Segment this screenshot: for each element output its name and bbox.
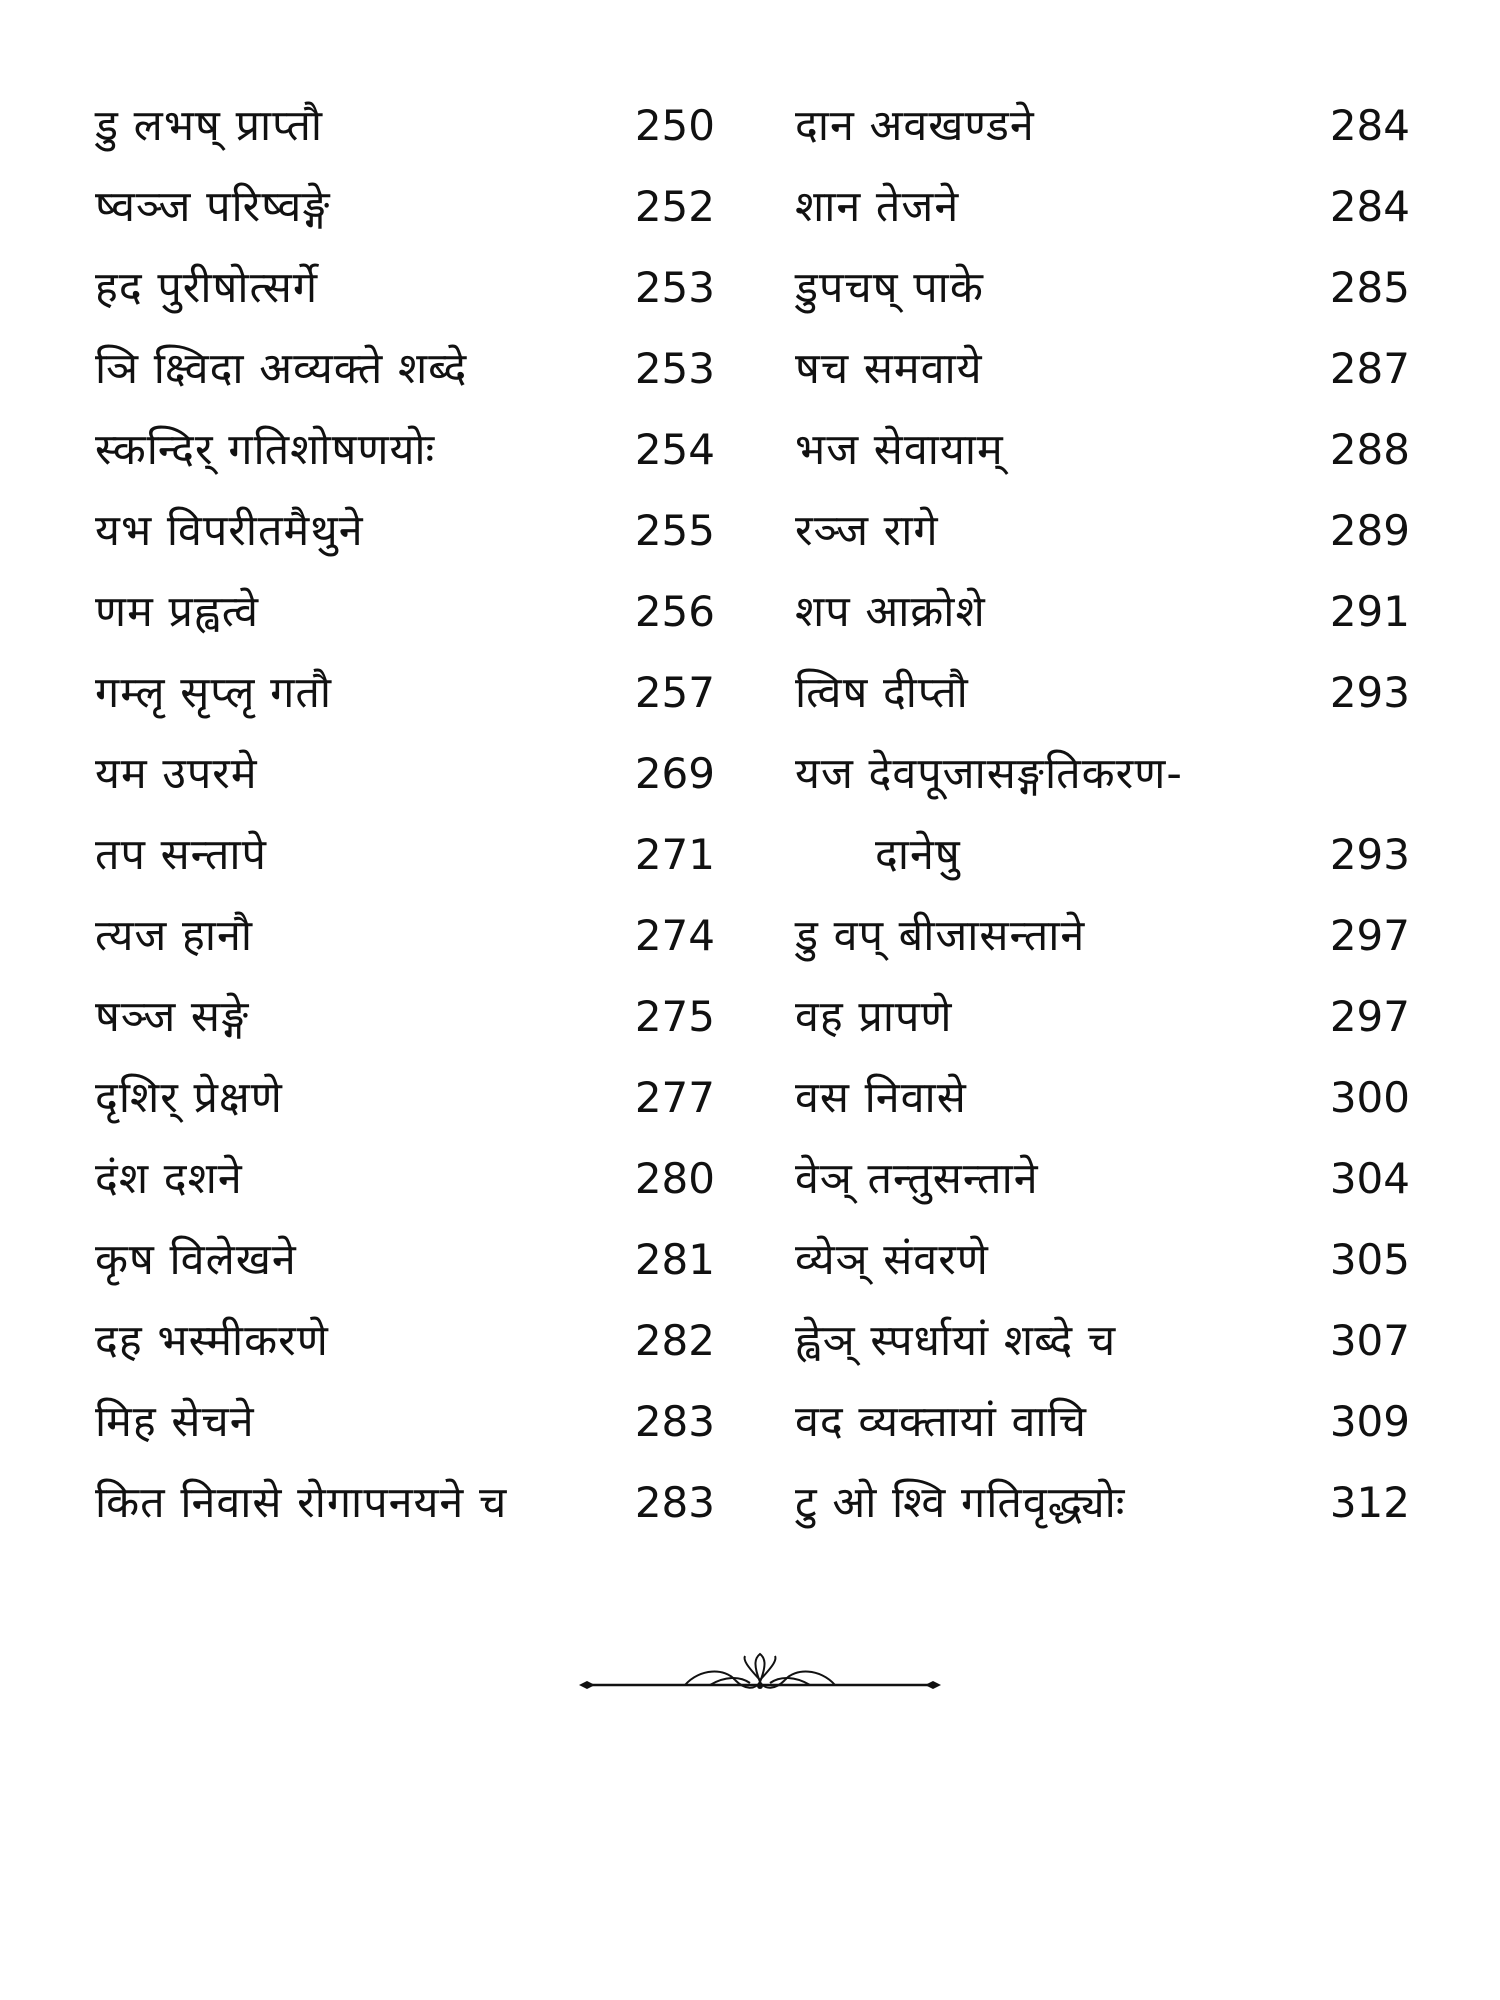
toc-entry bbox=[795, 1473, 1410, 1554]
toc-entry bbox=[95, 582, 715, 663]
toc-entry bbox=[795, 1230, 1410, 1311]
entry-page-number: 255 bbox=[634, 506, 715, 555]
entry-page-number: 307 bbox=[1329, 1316, 1410, 1365]
entry-page-number: 293 bbox=[1329, 830, 1410, 879]
toc-entry bbox=[95, 1149, 715, 1230]
entry-title: त्विष दीप्तौ bbox=[795, 668, 969, 718]
toc-entry bbox=[795, 96, 1410, 177]
toc-entry bbox=[95, 1068, 715, 1149]
entry-page-number: 283 bbox=[634, 1478, 715, 1527]
entry-title: वस निवासे bbox=[795, 1073, 967, 1123]
entry-title: वद व्यक्तायां वाचि bbox=[795, 1397, 1087, 1447]
entry-title: मिह सेचने bbox=[95, 1397, 255, 1447]
toc-entry bbox=[795, 1392, 1410, 1473]
entry-title: कित निवासे रोगापनयने च bbox=[95, 1478, 508, 1528]
entry-page-number: 257 bbox=[634, 668, 715, 717]
toc-entry bbox=[95, 501, 715, 582]
entry-page-number: 256 bbox=[634, 587, 715, 636]
entry-page-number: 269 bbox=[634, 749, 715, 798]
entry-page-number: 309 bbox=[1329, 1397, 1410, 1446]
entry-title: षञ्ज सङ्गे bbox=[95, 992, 250, 1042]
entry-page-number: 252 bbox=[634, 182, 715, 231]
toc-entry bbox=[95, 987, 715, 1068]
entry-title-continuation: दानेषु bbox=[875, 830, 961, 880]
toc-entry bbox=[95, 420, 715, 501]
entry-title: वह प्रापणे bbox=[795, 992, 953, 1042]
toc-entry bbox=[95, 1473, 715, 1554]
toc-entry bbox=[95, 96, 715, 177]
toc-entry bbox=[795, 339, 1410, 420]
toc-entry bbox=[795, 1311, 1410, 1392]
entry-title: डु वप् बीजासन्ताने bbox=[795, 911, 1086, 961]
toc-entry bbox=[795, 744, 1410, 906]
toc-entry bbox=[795, 1149, 1410, 1230]
entry-title: ञि क्ष्विदा अव्यक्ते शब्दे bbox=[95, 344, 468, 394]
entry-title: डुपचष् पाके bbox=[795, 263, 984, 313]
entry-page-number: 289 bbox=[1329, 506, 1410, 555]
entry-page-number: 250 bbox=[634, 101, 715, 150]
entry-title: गम्लृ सृप्लृ गतौ bbox=[95, 668, 332, 718]
entry-page-number: 297 bbox=[1329, 911, 1410, 960]
toc-entry bbox=[95, 744, 715, 825]
entry-page-number: 304 bbox=[1329, 1154, 1410, 1203]
toc-entry bbox=[95, 825, 715, 906]
entry-page-number: 274 bbox=[634, 911, 715, 960]
entry-page-number: 284 bbox=[1329, 182, 1410, 231]
entry-page-number: 293 bbox=[1329, 668, 1410, 717]
entry-page-number: 283 bbox=[634, 1397, 715, 1446]
entry-title: ह्वेञ् स्पर्धायां शब्दे च bbox=[795, 1316, 1117, 1366]
entry-page-number: 291 bbox=[1329, 587, 1410, 636]
entry-title: भज सेवायाम् bbox=[795, 425, 1004, 475]
entry-title: डु लभष् प्राप्तौ bbox=[95, 101, 324, 151]
toc-entry bbox=[795, 501, 1410, 582]
toc-entry bbox=[795, 420, 1410, 501]
toc-entry bbox=[95, 177, 715, 258]
entry-title: यभ विपरीतमैथुने bbox=[95, 506, 364, 556]
entry-page-number: 297 bbox=[1329, 992, 1410, 1041]
toc-entry bbox=[95, 339, 715, 420]
toc-left-column bbox=[95, 96, 715, 1554]
entry-page-number: 282 bbox=[634, 1316, 715, 1365]
toc-entry bbox=[795, 987, 1410, 1068]
entry-title: शप आक्रोशे bbox=[795, 587, 986, 637]
toc-entry bbox=[95, 1392, 715, 1473]
toc-entry bbox=[795, 906, 1410, 987]
entry-page-number: 275 bbox=[634, 992, 715, 1041]
entry-title: टु ओ श्वि गतिवृद्ध्योः bbox=[795, 1478, 1126, 1528]
entry-page-number: 288 bbox=[1329, 425, 1410, 474]
entry-title: दृशिर् प्रेक्षणे bbox=[95, 1073, 283, 1123]
entry-title: व्येञ् संवरणे bbox=[795, 1235, 989, 1285]
toc-entry bbox=[795, 1068, 1410, 1149]
entry-title: रञ्ज रागे bbox=[795, 506, 939, 556]
entry-title: षच समवाये bbox=[795, 344, 983, 394]
entry-page-number: 280 bbox=[634, 1154, 715, 1203]
entry-title: दंश दशने bbox=[95, 1154, 243, 1204]
entry-page-number: 287 bbox=[1329, 344, 1410, 393]
toc-entry bbox=[795, 582, 1410, 663]
entry-page-number: 300 bbox=[1329, 1073, 1410, 1122]
toc-entry bbox=[795, 258, 1410, 339]
toc-entry bbox=[95, 1311, 715, 1392]
entry-title: स्कन्दिर् गतिशोषणयोः bbox=[95, 425, 436, 475]
entry-title: णम प्रह्वत्वे bbox=[95, 587, 260, 637]
entry-title: हद पुरीषोत्सर्गे bbox=[95, 263, 319, 313]
entry-title: दह भस्मीकरणे bbox=[95, 1316, 329, 1366]
entry-page-number: 285 bbox=[1329, 263, 1410, 312]
entry-page-number: 305 bbox=[1329, 1235, 1410, 1284]
entry-page-number: 271 bbox=[634, 830, 715, 879]
toc-entry bbox=[95, 906, 715, 987]
entry-page-number: 253 bbox=[634, 344, 715, 393]
entry-page-number: 281 bbox=[634, 1235, 715, 1284]
entry-title: कृष विलेखने bbox=[95, 1235, 297, 1285]
toc-entry bbox=[95, 258, 715, 339]
entry-title: दान अवखण्डने bbox=[795, 101, 1035, 151]
entry-title: ष्वञ्ज परिष्वङ्गे bbox=[95, 182, 331, 232]
entry-title: तप सन्तापे bbox=[95, 830, 267, 880]
toc-entry bbox=[795, 663, 1410, 744]
entry-title: त्यज हानौ bbox=[95, 911, 253, 961]
entry-title: शान तेजने bbox=[795, 182, 960, 232]
entry-page-number: 284 bbox=[1329, 101, 1410, 150]
toc-entry bbox=[95, 1230, 715, 1311]
toc-right-column bbox=[795, 96, 1410, 1554]
entry-title: वेञ् तन्तुसन्ताने bbox=[795, 1154, 1039, 1204]
entry-title: यम उपरमे bbox=[95, 749, 258, 799]
entry-page-number: 277 bbox=[634, 1073, 715, 1122]
toc-entry bbox=[95, 663, 715, 744]
entry-page-number: 253 bbox=[634, 263, 715, 312]
entry-title: यज देवपूजासङ्गतिकरण- bbox=[795, 749, 1183, 799]
floral-divider-icon bbox=[575, 1650, 945, 1700]
entry-page-number: 254 bbox=[634, 425, 715, 474]
entry-page-number: 312 bbox=[1329, 1478, 1410, 1527]
toc-entry bbox=[795, 177, 1410, 258]
